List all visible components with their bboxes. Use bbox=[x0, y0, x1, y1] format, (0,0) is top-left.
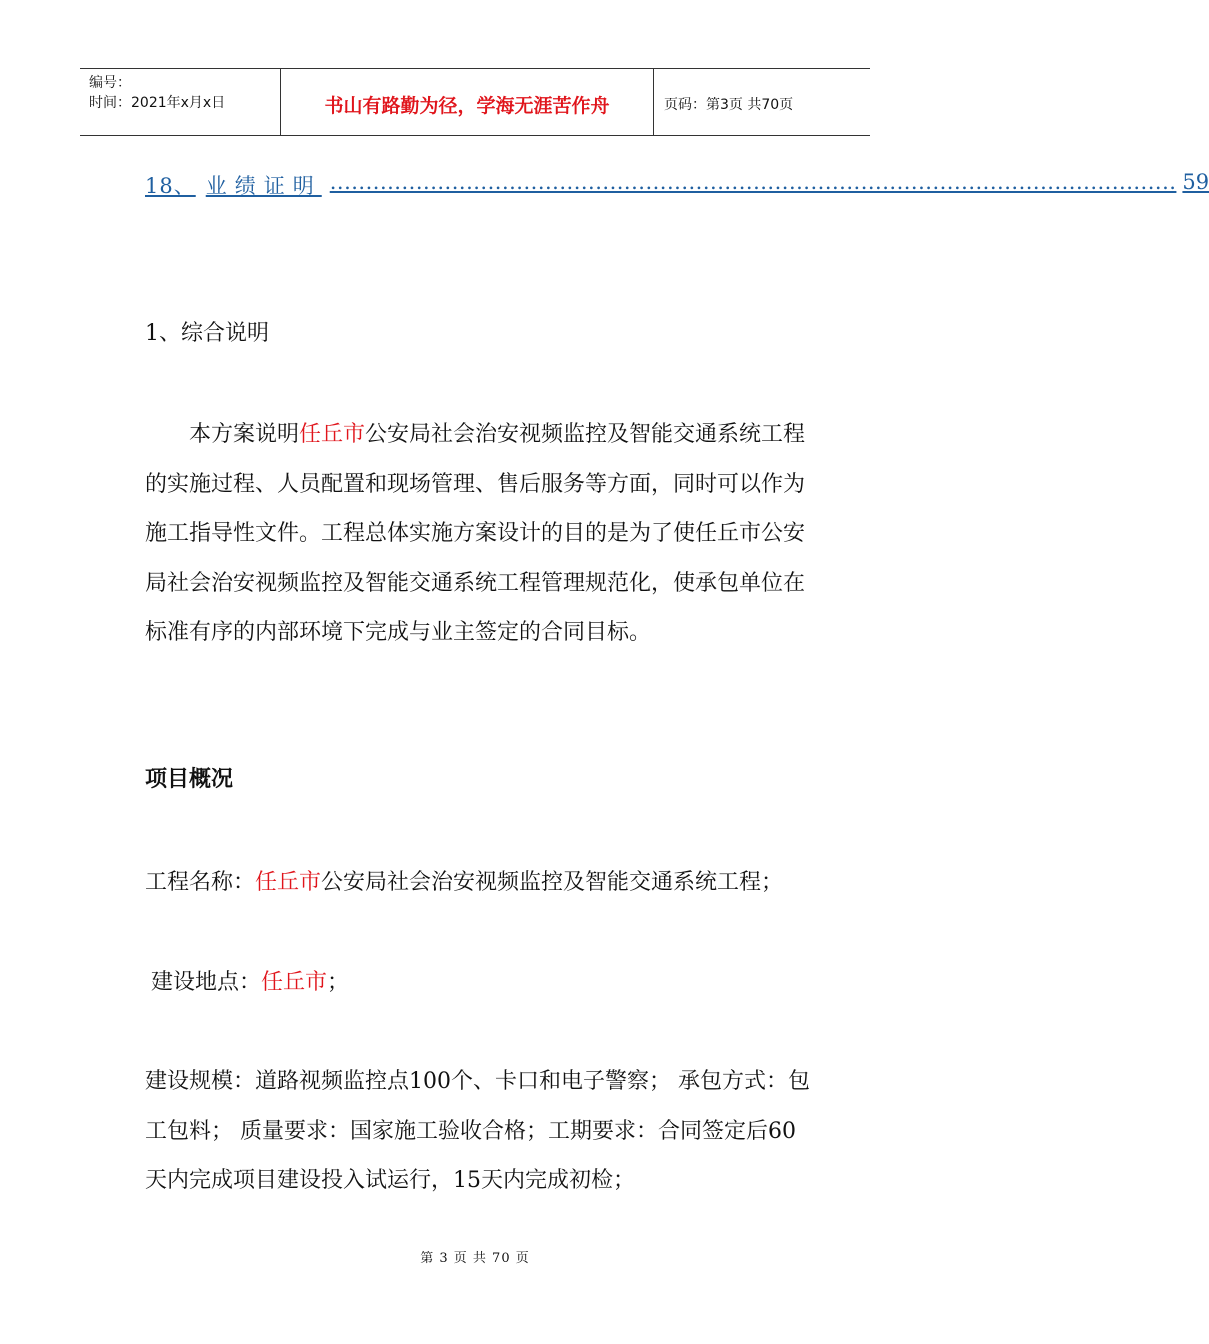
header-motto: 书山有路勤为径，学海无涯苦作舟 bbox=[281, 69, 654, 135]
section-heading: 1、综合说明 bbox=[145, 321, 269, 346]
toc-entry-number: 18、 bbox=[145, 174, 196, 198]
toc-entry-link[interactable] bbox=[145, 170, 1209, 200]
overview-heading: 项目概况 bbox=[145, 767, 234, 792]
project-name-label: 工程名称： bbox=[145, 870, 256, 895]
project-name-rest: 公安局社会治安视频监控及智能交通系统工程； bbox=[321, 870, 784, 895]
site-end: ； bbox=[327, 970, 350, 995]
serial-label: 编号： bbox=[89, 75, 131, 91]
site-label: 建设地点： bbox=[151, 970, 262, 995]
header-page-info: 页码：第3页 共70页 bbox=[664, 97, 794, 113]
time-label: 时间：2021年x月x日 bbox=[89, 95, 226, 111]
project-name-paragraph bbox=[145, 858, 810, 908]
intro-city: 任丘市 bbox=[299, 422, 366, 447]
document-header bbox=[80, 68, 870, 136]
site-city: 任丘市 bbox=[261, 970, 328, 995]
project-name-city: 任丘市 bbox=[255, 870, 322, 895]
intro-rest: 公安局社会治安视频监控及智能交通系统工程的实施过程、人员配置和现场管理、售后服务等方面，同时可以作为施工指导性文件。工程总体实施方案设计的目的是为了使任丘市公安局社会治安视频监控及智能交通系统工程管理规范化，使承包单位在标准有序的内部环境下完成与业主签定的合同目标。 bbox=[145, 422, 806, 645]
intro-prefix: 本方案说明 bbox=[189, 422, 300, 447]
toc-entry-title: 业绩证明 bbox=[205, 174, 322, 198]
page-footer: 第 3 页 共 70 页 bbox=[420, 1251, 530, 1266]
intro-paragraph bbox=[145, 410, 810, 658]
toc-entry-page: 59 bbox=[1182, 170, 1209, 194]
toc-leader-dots: ...................................................................................................................... bbox=[329, 170, 1177, 194]
site-paragraph bbox=[145, 958, 816, 1008]
header-meta-cell bbox=[80, 69, 281, 135]
scale-paragraph: 建设规模：道路视频监控点100个、卡口和电子警察； 承包方式：包工包料； 质量要求：国家施工验收合格；工期要求：合同签定后60天内完成项目建设投入试运行，15天内完成初检； bbox=[145, 1069, 810, 1193]
